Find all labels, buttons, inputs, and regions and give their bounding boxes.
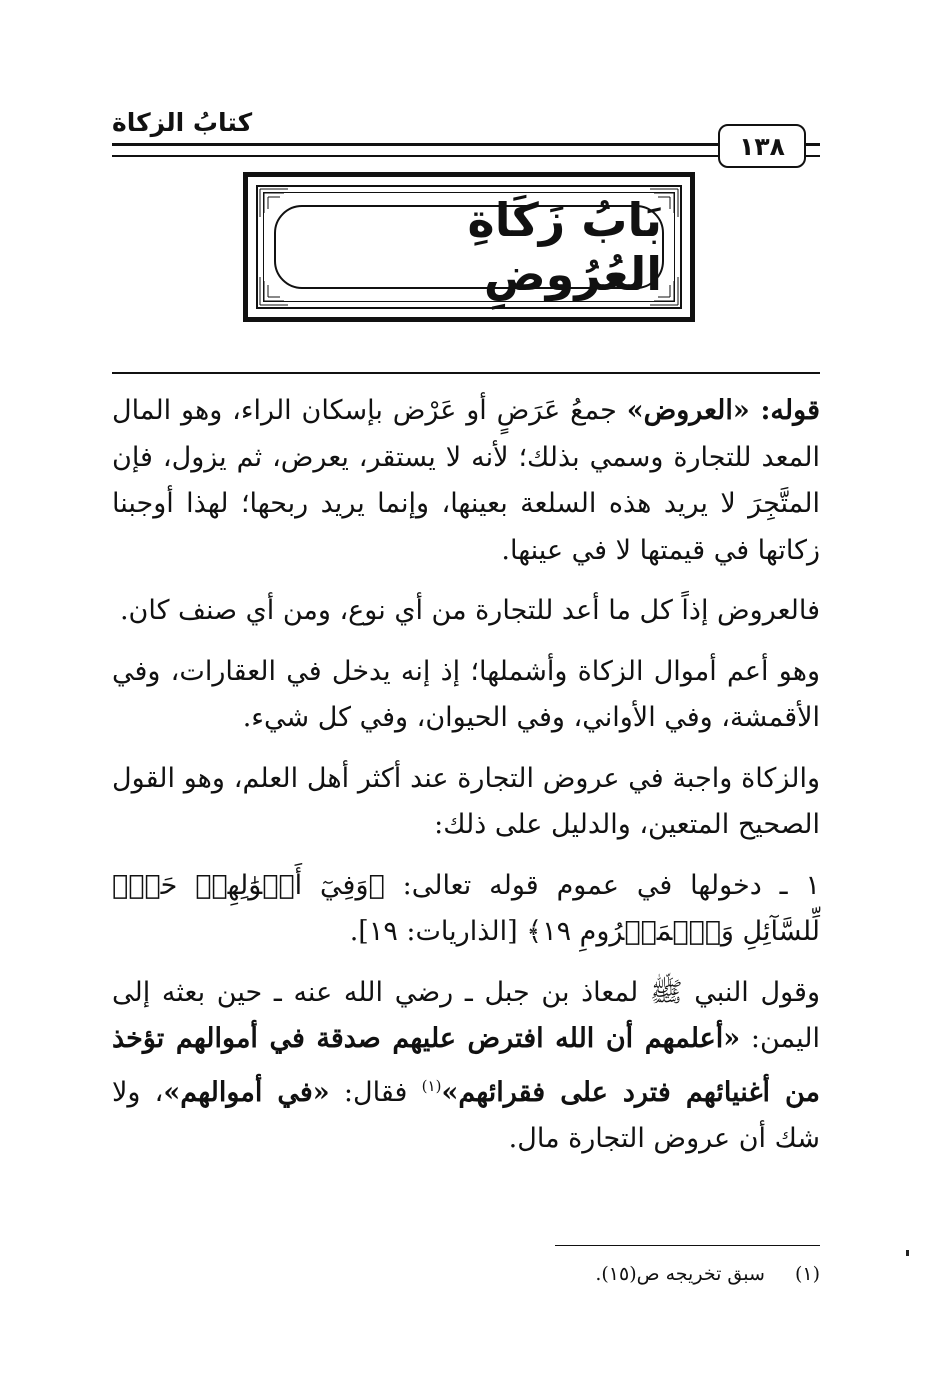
paragraph-lead: قوله: «العروض» — [626, 395, 820, 426]
paragraph: والزكاة واجبة في عروض التجارة عند أكثر أهل العلم، وهو القول الصحيح المتعين، والدليل على ذلك: — [112, 762, 820, 840]
chapter-title-frame — [243, 172, 695, 322]
hadith-conclusion: ، ولا شك أن عروض التجارة مال. — [112, 1076, 820, 1154]
evidence-intro: ١ ـ دخولها في عموم قوله تعالى: — [384, 869, 820, 901]
hadith-paragraph — [112, 970, 820, 1163]
running-head-book-title: كتابُ الزكاة — [112, 108, 253, 137]
scan-speck — [906, 1250, 909, 1256]
hadith-quote-2: «في أموالهم» — [163, 1076, 330, 1108]
chapter-title-cartouche — [274, 193, 664, 301]
paragraph-text: جمعُ عَرَضٍ أو عَرْض بإسكان الراء، وهو المال المعد للتجارة وسمي بذلك؛ لأنه لا يستقر، يعرض، ثم يزول، فإن المتَّجِرَ لا يريد هذه السلعة بعينها، وإنما يريد ربحها؛ لهذا أوجبنا زكاتها في قيمتها لا في عينها. — [112, 395, 820, 566]
page-number: ١٣٨ — [718, 124, 806, 168]
section-divider — [112, 372, 820, 374]
paragraph — [112, 388, 820, 574]
evidence-paragraph — [112, 863, 820, 956]
paragraph: وهو أعم أموال الزكاة وأشملها؛ إذ إنه يدخل في العقارات، وفي الأقمشة، وفي الأواني، وفي الحيوان، وفي كل شيء. — [112, 655, 820, 733]
paragraph: فالعروض إذاً كل ما أعد للتجارة من أي نوع، ومن أي صنف كان. — [119, 595, 820, 626]
body-text — [112, 388, 820, 1177]
quran-verse: ﴿وَفِيٓ أَمۡوَٰلِهِمۡ حَقّٞ لِّلسَّآئِلِ وَٱلۡمَحۡرُومِ ١٩﴾ — [112, 869, 820, 947]
footnote-marker: (١) — [421, 1076, 442, 1095]
chapter-title: بَابُ زَكَاةِ العُرُوضِ — [467, 193, 662, 301]
footnote-number: (١) — [794, 1263, 820, 1285]
hadith-text: فقال: — [329, 1076, 422, 1108]
footnote-rule — [555, 1245, 820, 1246]
footnote-text: سبق تخريجه ص(١٥). — [595, 1263, 765, 1285]
hadith-intro: وقول النبي ﷺ لمعاذ بن جبل ـ رضي الله عنه ـ حين بعثه إلى اليمن: — [112, 976, 821, 1054]
header-rule — [112, 143, 820, 157]
verse-reference: [الذاريات: ١٩]. — [349, 916, 527, 947]
hadith-quote: «أعلمهم أن الله افترض عليهم صدقة في أموالهم تؤخذ من أغنيائهم فترد على فقرائهم» — [112, 1023, 821, 1108]
footnote — [420, 1263, 820, 1285]
